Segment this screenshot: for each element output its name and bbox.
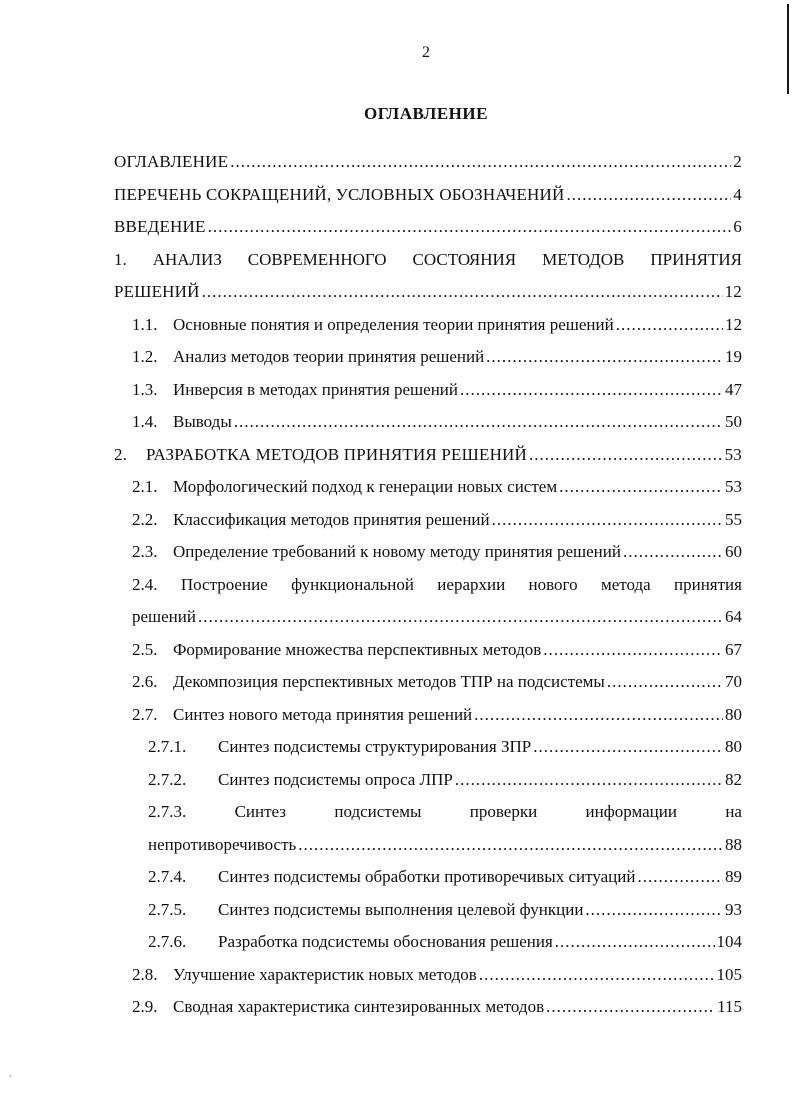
- toc-entry-title: РАЗРАБОТКА МЕТОДОВ ПРИНЯТИЯ РЕШЕНИЙ: [146, 444, 528, 464]
- toc-entry-word: нового: [528, 574, 578, 594]
- toc-entry[interactable]: [114, 439, 742, 472]
- toc-entry[interactable]: [114, 406, 742, 439]
- toc-entry-number: 2.7.: [132, 704, 158, 724]
- toc-entry[interactable]: [114, 374, 742, 407]
- toc-entry-page: 4: [733, 184, 742, 204]
- toc-entry-word: подсистемы: [334, 802, 422, 821]
- toc-entry-number: 2.3.: [132, 542, 158, 561]
- toc-entry-continuation[interactable]: [114, 601, 742, 634]
- toc-entry[interactable]: [114, 926, 742, 959]
- toc-leader-dots: [202, 276, 723, 309]
- toc-entry-number: 2.6.: [132, 672, 158, 691]
- toc-entry-number: 2.5.: [132, 639, 158, 659]
- toc-entry-page: 80: [725, 704, 742, 724]
- toc-entry-page: 104: [716, 932, 742, 951]
- toc-entry[interactable]: [114, 894, 742, 927]
- toc-chapter-number: 1.: [114, 249, 127, 269]
- toc-entry[interactable]: [114, 146, 742, 179]
- toc-entry-number: 2.7.2.: [148, 769, 187, 789]
- toc-entry-number: 2.4.: [132, 574, 158, 594]
- toc-entry-title: Инверсия в методах принятия решений: [173, 379, 458, 399]
- toc-entry[interactable]: [114, 699, 742, 732]
- toc-leader-dots: [607, 666, 723, 699]
- toc-leader-dots: [479, 959, 715, 992]
- toc-entry-number: 1.2.: [132, 347, 158, 366]
- toc-entry-title: Декомпозиция перспективных методов ТПР на подсистемы: [173, 672, 605, 691]
- toc-entry-title: ПЕРЕЧЕНЬ СОКРАЩЕНИЙ, УСЛОВНЫХ ОБОЗНАЧЕНИЙ: [114, 184, 565, 204]
- toc-leader-dots: [460, 374, 723, 407]
- toc-entry[interactable]: [114, 634, 742, 667]
- toc-entry-number: 2.8.: [132, 964, 158, 984]
- toc-leader-dots: [533, 731, 723, 764]
- toc-entry-title: Выводы: [173, 412, 232, 431]
- toc-leader-dots: [486, 341, 723, 374]
- toc-entry-number: 2.7.1.: [148, 737, 187, 756]
- toc-entry-number: 2.7.3.: [148, 802, 187, 821]
- toc-entry-page: 19: [725, 347, 742, 366]
- toc-entry-title: РЕШЕНИЙ: [114, 282, 200, 301]
- toc-entry-title: Определение требований к новому методу принятия решений: [173, 542, 621, 561]
- toc-entry[interactable]: [114, 991, 742, 1024]
- toc-leader-dots: [555, 926, 715, 959]
- toc-entry-number: 1.1.: [132, 314, 158, 334]
- toc-entry-page: 93: [725, 899, 742, 919]
- toc-entry-word: иерархии: [437, 574, 506, 594]
- toc-entry-word: Синтез: [234, 802, 287, 821]
- toc-leader-dots: [546, 991, 715, 1024]
- toc-entry-word: принятия: [674, 574, 742, 594]
- toc-entry-page: 67: [725, 639, 742, 659]
- toc-leader-dots: [559, 471, 723, 504]
- toc-entry-page: 50: [725, 412, 742, 431]
- toc-entry-continuation[interactable]: [114, 276, 742, 309]
- toc-entry-number: 1.4.: [132, 412, 158, 431]
- toc-entry-number: 2.1.: [132, 477, 158, 496]
- toc-entry-number: 2.9.: [132, 997, 158, 1016]
- toc-entry-page: 2: [733, 152, 742, 171]
- toc-entry-title: Синтез подсистемы структурирования ЗПР: [218, 737, 532, 756]
- toc-entry-word: проверки: [469, 802, 538, 821]
- toc-entry-title: Формирование множества перспективных методов: [173, 639, 542, 659]
- toc-entry-page: 60: [725, 542, 742, 561]
- toc-entry-page: 105: [716, 964, 742, 984]
- toc-entry[interactable]: [114, 309, 742, 342]
- toc-entry-page: 47: [725, 379, 742, 399]
- toc-entry-first-line[interactable]: [114, 244, 742, 277]
- toc-entry-title: Разработка подсистемы обоснования решения: [218, 932, 553, 951]
- toc-entry-page: 6: [733, 217, 742, 236]
- toc-entry-title: Анализ методов теории принятия решений: [173, 347, 485, 366]
- toc-entry-title: решений: [132, 607, 196, 626]
- toc-leader-dots: [208, 211, 732, 244]
- toc-entry-page: 53: [725, 477, 742, 496]
- toc-entry[interactable]: [114, 504, 742, 537]
- toc-entry-page: 12: [725, 314, 742, 334]
- toc-entry-word: ПРИНЯТИЯ: [650, 249, 742, 269]
- scan-corner-mark: ˋ: [9, 1075, 13, 1086]
- toc-entry-title: непротиворечивость: [148, 834, 297, 854]
- toc-entry-page: 82: [725, 769, 742, 789]
- toc-leader-dots: [623, 536, 723, 569]
- toc-leader-dots: [455, 764, 723, 797]
- toc-entry[interactable]: [114, 179, 742, 212]
- toc-entry-page: 80: [725, 737, 742, 756]
- toc-chapter-number: 2.: [114, 444, 128, 464]
- toc-leader-dots: [492, 504, 723, 537]
- toc-entry[interactable]: [114, 471, 742, 504]
- toc-entry-title: Классификация методов принятия решений: [173, 509, 490, 529]
- toc-entry-word: метода: [600, 574, 651, 594]
- toc-entry-page: 115: [717, 997, 742, 1016]
- toc-entry-page: 64: [725, 607, 742, 626]
- toc-entry-title: Сводная характеристика синтезированных методов: [173, 997, 545, 1016]
- toc-entry-word: на: [725, 802, 742, 821]
- toc-entry-number: 2.7.5.: [148, 899, 187, 919]
- toc-entry-title: Синтез нового метода принятия решений: [173, 704, 473, 724]
- toc-entry-first-line[interactable]: [114, 569, 742, 602]
- toc-entry-word: СОСТОЯНИЯ: [412, 249, 517, 269]
- toc-entry-continuation[interactable]: [114, 829, 742, 862]
- toc-entry-word: функциональной: [291, 574, 414, 594]
- toc-leader-dots: [230, 146, 731, 179]
- toc-entry-title: ВВЕДЕНИЕ: [114, 217, 206, 236]
- toc-leader-dots: [298, 829, 723, 862]
- table-of-contents: [114, 146, 742, 1024]
- toc-leader-dots: [529, 439, 723, 472]
- toc-entry-first-line[interactable]: [114, 796, 742, 829]
- toc-entry-number: 2.2.: [132, 509, 158, 529]
- toc-leader-dots: [474, 699, 723, 732]
- toc-leader-dots: [637, 861, 723, 894]
- toc-entry-title: Морфологический подход к генерации новых систем: [173, 477, 558, 496]
- toc-entry-number: 1.3.: [132, 379, 158, 399]
- toc-entry-title: Улучшение характеристик новых методов: [173, 964, 477, 984]
- toc-entry[interactable]: [114, 959, 742, 992]
- toc-entry-word: МЕТОДОВ: [542, 249, 625, 269]
- toc-entry-title: Синтез подсистемы выполнения целевой функции: [218, 899, 584, 919]
- toc-entry-word: Построение: [180, 574, 268, 594]
- toc-leader-dots: [543, 634, 723, 667]
- toc-entry-page: 53: [724, 444, 742, 464]
- toc-entry-word: информации: [585, 802, 677, 821]
- toc-entry-page: 89: [725, 867, 742, 886]
- toc-entry-page: 88: [725, 834, 742, 854]
- toc-entry-title: ОГЛАВЛЕНИЕ: [114, 152, 229, 171]
- toc-leader-dots: [585, 894, 723, 927]
- toc-entry-title: Синтез подсистемы обработки противоречивых ситуаций: [218, 867, 636, 886]
- toc-entry-number: 2.7.6.: [148, 932, 187, 951]
- toc-heading: ОГЛАВЛЕНИЕ: [364, 104, 488, 123]
- toc-entry[interactable]: [114, 341, 742, 374]
- toc-entry-number: 2.7.4.: [148, 867, 187, 886]
- toc-leader-dots: [616, 309, 723, 342]
- toc-entry-page: 12: [724, 282, 742, 301]
- toc-leader-dots: [566, 179, 731, 212]
- toc-entry[interactable]: [114, 666, 742, 699]
- toc-entry-title: Основные понятия и определения теории принятия решений: [173, 314, 614, 334]
- toc-leader-dots: [234, 406, 723, 439]
- toc-entry[interactable]: [114, 211, 742, 244]
- toc-leader-dots: [198, 601, 723, 634]
- toc-entry[interactable]: [114, 731, 742, 764]
- toc-entry-page: 70: [725, 672, 742, 691]
- toc-entry[interactable]: [114, 861, 742, 894]
- toc-entry-title: Синтез подсистемы опроса ЛПР: [218, 769, 453, 789]
- toc-entry[interactable]: [114, 536, 742, 569]
- toc-entry-word: АНАЛИЗ: [152, 249, 222, 269]
- toc-entry-page: 55: [725, 509, 742, 529]
- toc-entry[interactable]: [114, 764, 742, 797]
- toc-entry-word: СОВРЕМЕННОГО: [247, 249, 387, 269]
- page-number: 2: [422, 44, 430, 61]
